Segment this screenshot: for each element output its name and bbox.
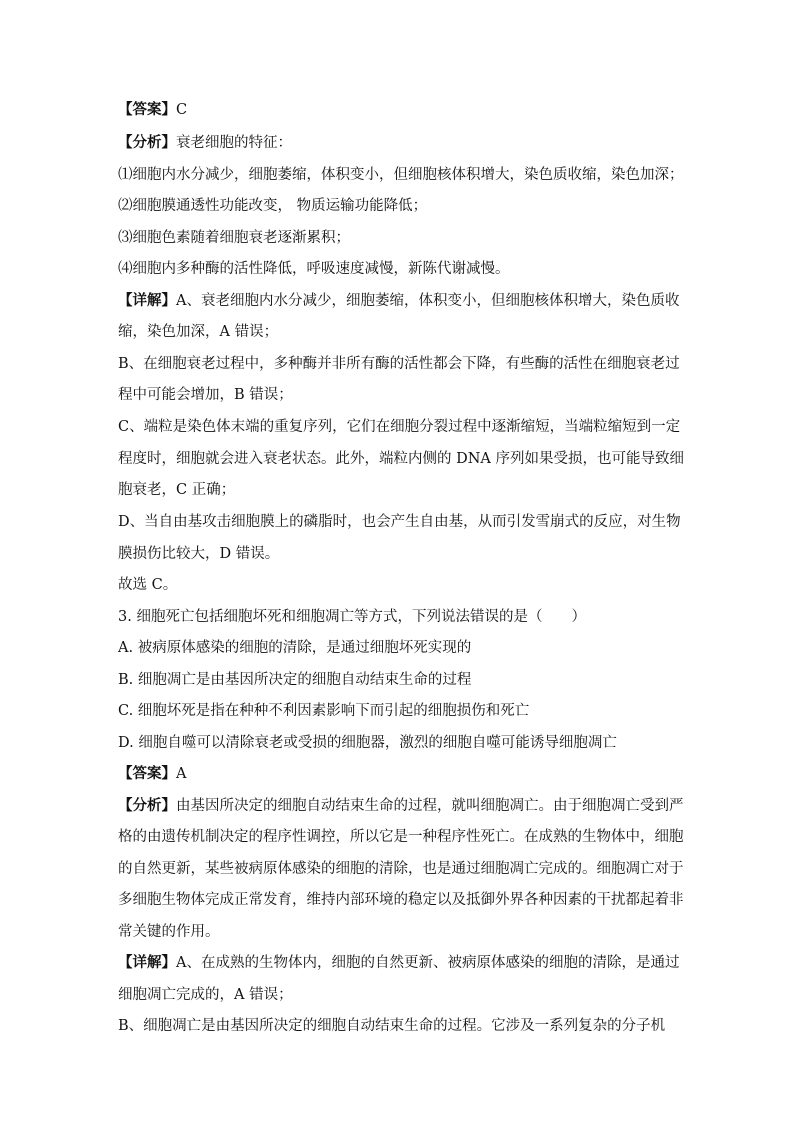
section-tag: 【分析】 [118, 797, 176, 814]
text-line [118, 354, 678, 374]
line-text: 的自然更新，某些被病原体感染的细胞的清除，也是通过细胞凋亡完成的。细胞凋亡对于 [118, 861, 684, 877]
text-line [118, 733, 678, 753]
line-text: A、在成熟的生物体内，细胞的自然更新、被病原体感染的细胞的清除，是通过 [176, 955, 680, 971]
text-line [118, 100, 678, 120]
line-text: C [176, 102, 188, 118]
line-text: 多细胞生物体完成正常发育，维持内部环境的稳定以及抵御外界各种因素的干扰都起着非 [118, 892, 684, 908]
line-text: ⑷细胞内多种酶的活性降低，呼吸速度减慢，新陈代谢减慢。 [118, 261, 510, 277]
section-tag: 【分析】 [118, 134, 176, 151]
text-line [118, 512, 681, 532]
text-line [118, 827, 684, 847]
section-tag: 【详解】 [118, 954, 176, 971]
section-tag: 【详解】 [118, 292, 176, 309]
line-text: B、细胞凋亡是由基因所决定的细胞自动结束生命的过程。它涉及一系列复杂的分子机 [118, 1018, 666, 1034]
text-line [118, 291, 678, 311]
line-text: ⑵细胞膜通透性功能改变， 物质运输功能降低； [118, 198, 428, 214]
text-line [118, 449, 684, 469]
text-line [118, 607, 678, 627]
text-line [118, 385, 678, 405]
text-line [118, 890, 684, 910]
text-line [118, 575, 678, 595]
line-text: C、端粒是染色体末端的重复序列，它们在细胞分裂过程中逐渐缩短，当端粒缩短到一定 [118, 419, 681, 435]
text-line [118, 922, 678, 942]
section-tag: 【答案】 [118, 101, 176, 118]
text-line [118, 133, 678, 153]
text-line [118, 228, 678, 248]
text-line [118, 701, 678, 721]
line-text: 故选 C。 [118, 577, 178, 593]
line-text: C. 细胞坏死是指在种种不利因素影响下而引起的细胞损伤和死亡 [118, 703, 530, 719]
line-text: D. 细胞自噬可以清除衰老或受损的细胞器，激烈的细胞自噬可能诱导细胞凋亡 [118, 735, 617, 751]
text-line [118, 165, 684, 185]
text-line [118, 638, 678, 658]
line-text: 由基因所决定的细胞自动结束生命的过程，就叫细胞凋亡。由于细胞凋亡受到严 [176, 798, 684, 814]
line-text: ⑶细胞色素随着细胞衰老逐渐累积； [118, 230, 350, 246]
line-text: A、衰老细胞内水分减少，细胞萎缩，体积变小，但细胞核体积增大，染色质收 [176, 293, 680, 309]
text-line [118, 859, 684, 879]
text-line [118, 670, 678, 690]
line-text: 缩，染色加深，A 错误； [118, 324, 279, 340]
text-line [118, 322, 678, 342]
line-text: A. 被病原体感染的细胞的清除，是通过细胞坏死实现的 [118, 640, 472, 656]
text-line [118, 796, 684, 816]
line-text: 3. 细胞死亡包括细胞坏死和细胞凋亡等方式，下列说法错误的是（ ） [118, 609, 586, 625]
line-text: D、当自由基攻击细胞膜上的磷脂时，也会产生自由基，从而引发雪崩式的反应，对生物 [118, 514, 681, 530]
line-text: B、在细胞衰老过程中，多种酶并非所有酶的活性都会下降，有些酶的活性在细胞衰老过 [118, 356, 680, 372]
text-line [118, 953, 678, 973]
line-text: B. 细胞凋亡是由基因所决定的细胞自动结束生命的过程 [118, 672, 472, 688]
text-line [118, 480, 678, 500]
text-line [118, 985, 678, 1005]
section-tag: 【答案】 [118, 765, 176, 782]
text-line [118, 1016, 678, 1036]
text-line [118, 417, 681, 437]
line-text: 膜损伤比较大，D 错误。 [118, 546, 280, 562]
line-text: 衰老细胞的特征： [176, 135, 292, 151]
line-text: A [176, 766, 187, 782]
text-line [118, 544, 678, 564]
text-line [118, 259, 678, 279]
line-text: 常关键的作用。 [118, 924, 220, 940]
text-line [118, 764, 678, 784]
line-text: 胞衰老，C 正确； [118, 482, 236, 498]
line-text: ⑴细胞内水分减少，细胞萎缩，体积变小，但细胞核体积增大，染色质收缩，染色加深； [118, 167, 684, 183]
line-text: 程中可能会增加，B 错误； [118, 387, 293, 403]
text-line [118, 196, 678, 216]
line-text: 格的由遗传机制决定的程序性调控，所以它是一种程序性死亡。在成熟的生物体中，细胞 [118, 829, 684, 845]
line-text: 细胞凋亡完成的，A 错误； [118, 987, 293, 1003]
line-text: 程度时，细胞就会进入衰老状态。此外，端粒内侧的 DNA 序列如果受损，也可能导致细 [118, 451, 684, 467]
